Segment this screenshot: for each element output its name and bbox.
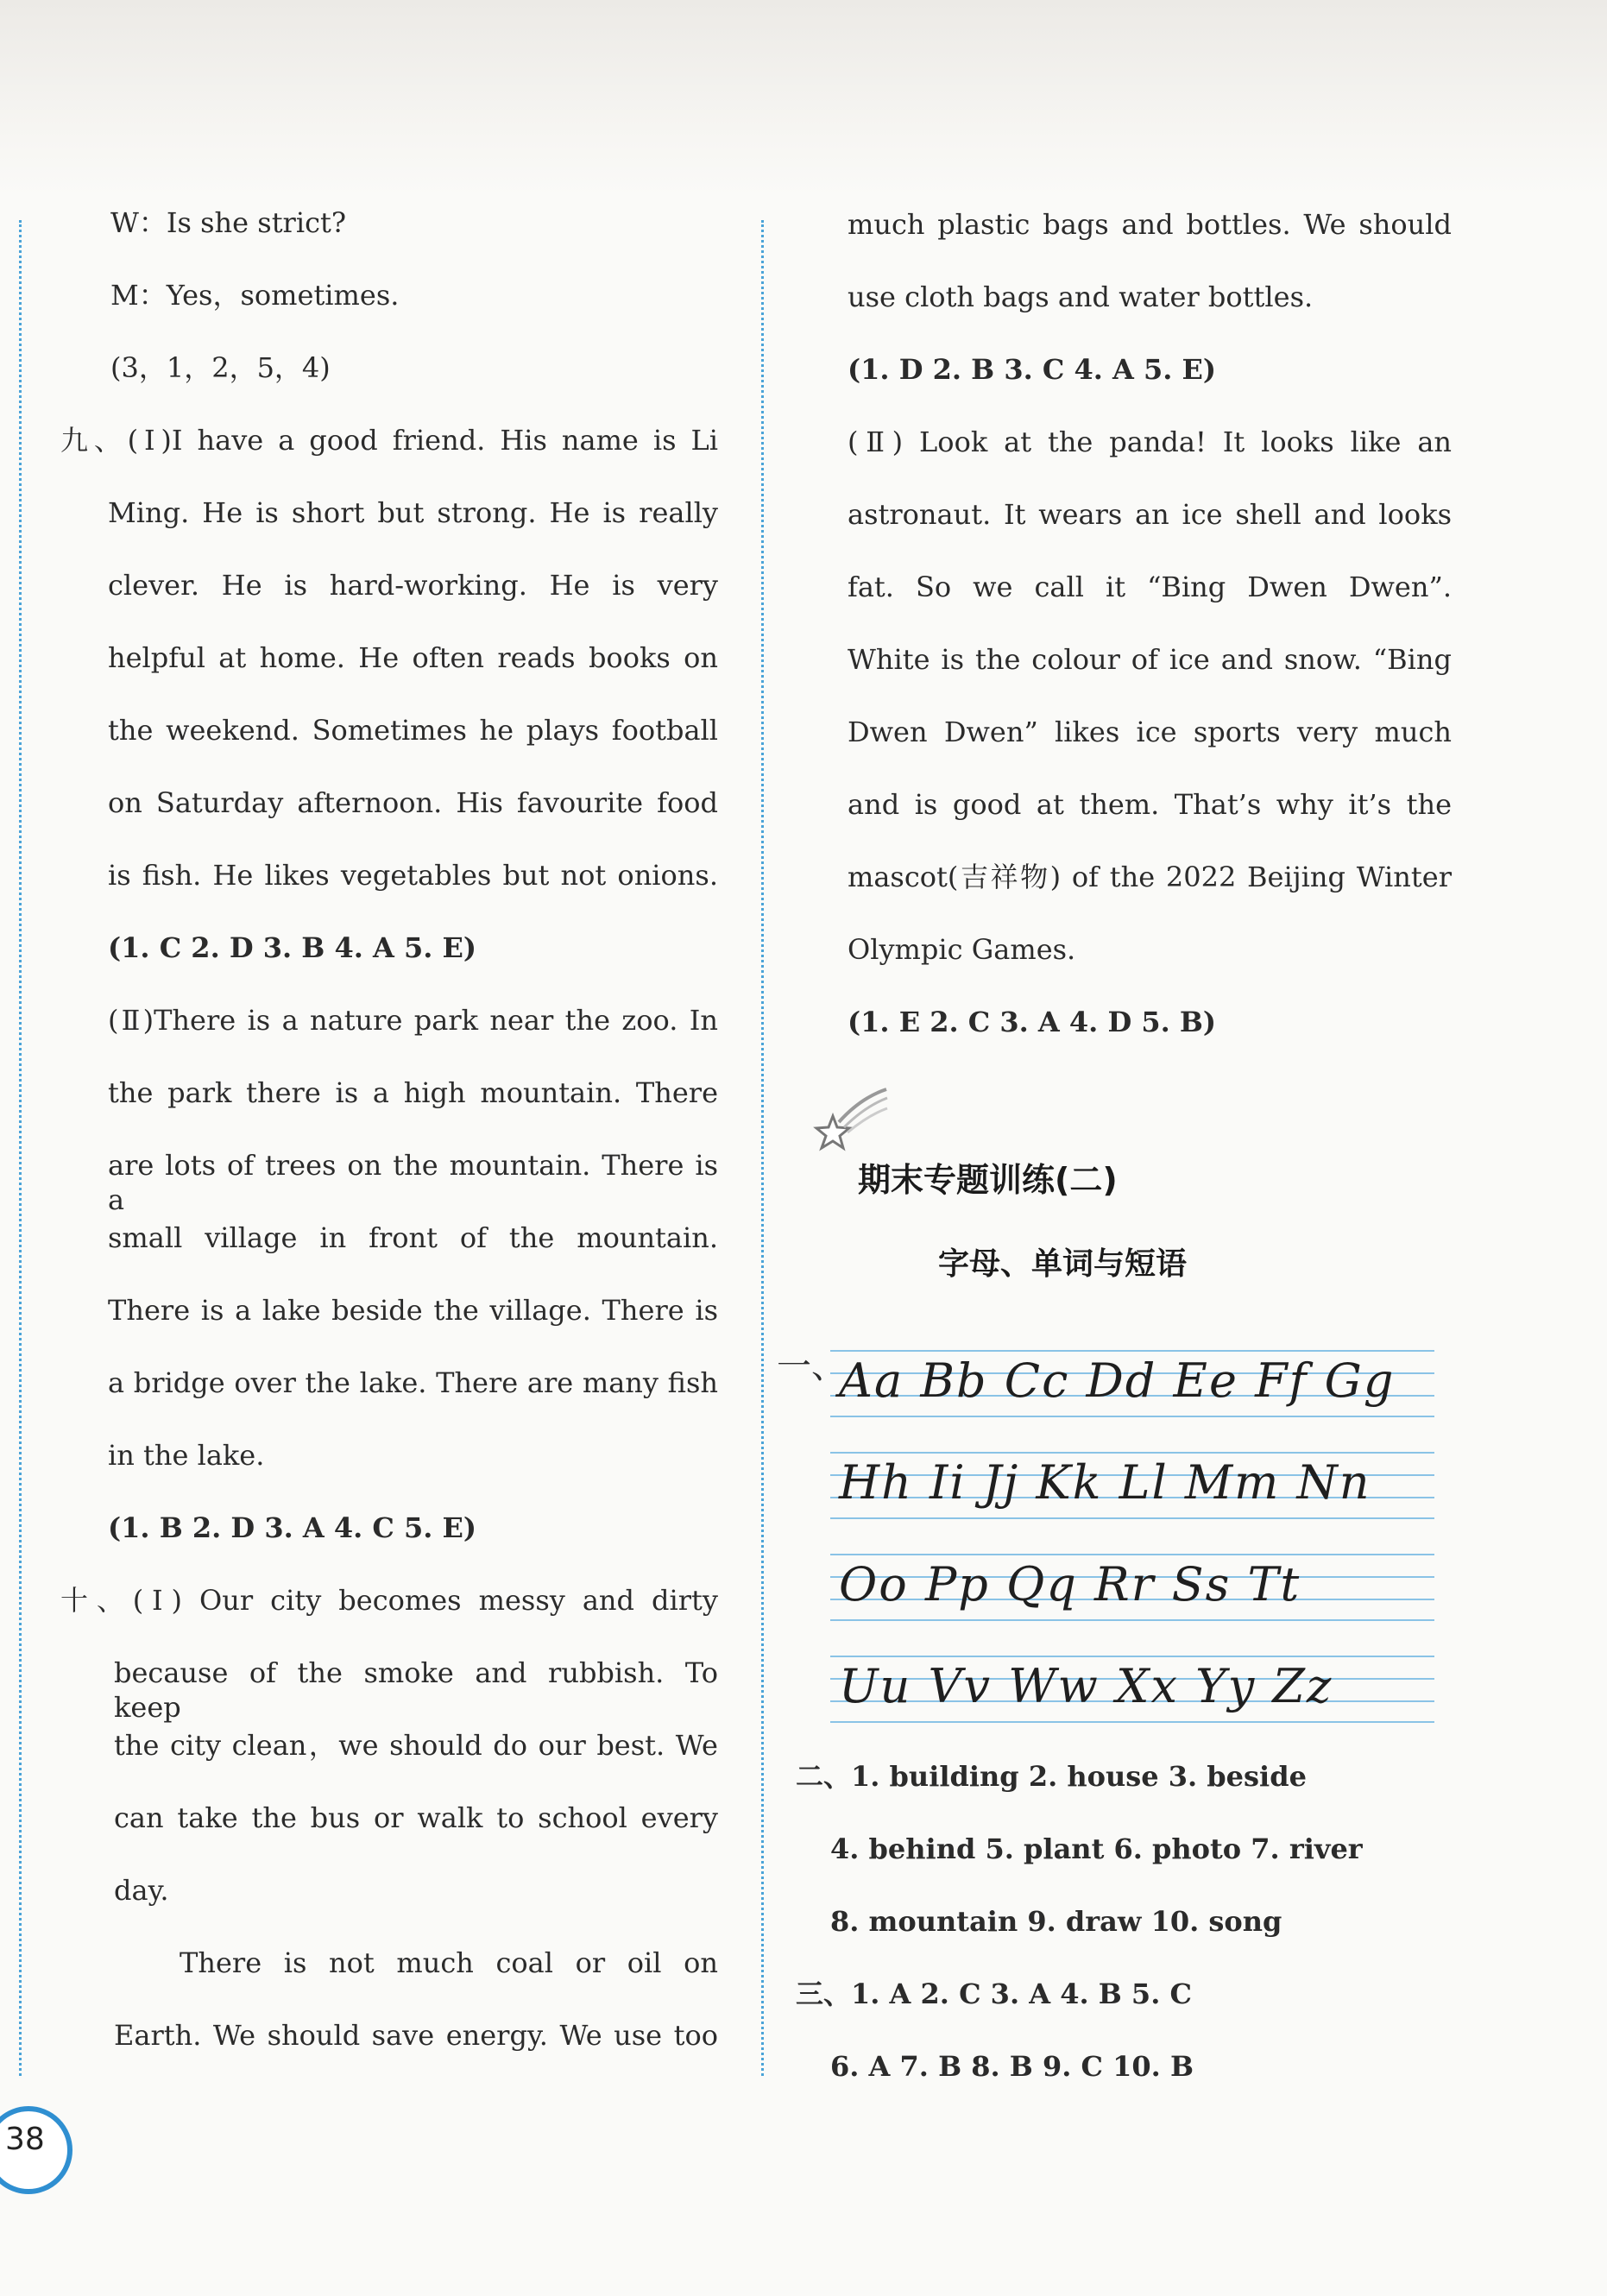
text-line: a bridge over the lake. There are many fish	[108, 1366, 718, 1399]
copybook-row	[830, 1345, 1434, 1414]
copybook-row	[830, 1549, 1434, 1618]
alphabet-row: Aa Bb Cc Dd Ee Ff Gg	[839, 1353, 1396, 1408]
alphabet-copybook	[830, 1345, 1452, 1759]
text-line: the city clean，we should do our best. We	[114, 1729, 718, 1762]
question-label: 一、	[777, 1347, 846, 1386]
text-line: 十、(Ⅰ) Our city becomes messy and dirty	[60, 1584, 718, 1617]
text-line: clever. He is hard-working. He is very	[108, 569, 718, 602]
answer-line: (1. B 2. D 3. A 4. C 5. E)	[108, 1511, 477, 1544]
answer-line: 8. mountain 9. draw 10. song	[830, 1905, 1282, 1938]
text-line: and is good at them. That’s why it’s the	[848, 788, 1452, 821]
copybook-row	[830, 1650, 1434, 1719]
text-line: the park there is a high mountain. There	[108, 1076, 718, 1109]
text-line: the weekend. Sometimes he plays football	[108, 714, 718, 747]
text-line: helpful at home. He often reads books on	[108, 641, 718, 674]
text-line: small village in front of the mountain.	[108, 1221, 718, 1254]
shooting-star-icon	[796, 1088, 891, 1157]
text-line: M：Yes，sometimes.	[110, 279, 400, 312]
text-line: W：Is she strict?	[110, 206, 347, 239]
alphabet-row: Hh Ii Jj Kk Ll Mm Nn	[839, 1455, 1371, 1510]
answer-line: (1. C 2. D 3. B 4. A 5. E)	[108, 931, 477, 964]
text-line: Dwen Dwen” likes ice sports very much	[848, 716, 1452, 748]
text-line: Olympic Games.	[848, 933, 1076, 966]
left-margin-rule	[19, 220, 22, 2076]
text-line: can take the bus or walk to school every	[114, 1801, 718, 1834]
text-line: much plastic bags and bottles. We should	[848, 208, 1452, 241]
text-line: Earth. We should save energy. We use too	[114, 2019, 718, 2052]
text-line: on Saturday afternoon. His favourite food	[108, 786, 718, 819]
text-line: (3，1，2，5，4)	[110, 351, 331, 384]
answer-line: 6. A 7. B 8. B 9. C 10. B	[830, 2050, 1194, 2083]
alphabet-row: Oo Pp Qq Rr Ss Tt	[839, 1557, 1301, 1612]
text-line: (Ⅱ)There is a nature park near the zoo. In	[108, 1004, 718, 1037]
copybook-row	[830, 1447, 1434, 1516]
text-line: There is a lake beside the village. There is	[108, 1294, 718, 1327]
text-line: fat. So we call it “Bing Dwen Dwen”.	[848, 571, 1452, 603]
text-line: are lots of trees on the mountain. There is a	[108, 1149, 718, 1216]
text-line: because of the smoke and rubbish. To keep	[114, 1656, 718, 1724]
column-divider	[761, 220, 764, 2076]
section-subtitle: 字母、单词与短语	[938, 1246, 1188, 1282]
text-line: astronaut. It wears an ice shell and looks	[848, 498, 1452, 531]
answer-line: 三、1. A 2. C 3. A 4. B 5. C	[796, 1977, 1192, 2010]
section-title: 期末专题训练(二)	[858, 1161, 1118, 1199]
text-line: There is not much coal or oil on	[180, 1946, 718, 1979]
page-top-shade	[0, 0, 1607, 199]
text-line: 九、(Ⅰ)I have a good friend. His name is Li	[60, 424, 718, 457]
text-line: mascot(吉祥物) of the 2022 Beijing Winter	[848, 861, 1452, 893]
text-line: White is the colour of ice and snow. “Bing	[848, 643, 1452, 676]
answer-line: 二、1. building 2. house 3. beside	[796, 1760, 1307, 1793]
answer-line: (1. D 2. B 3. C 4. A 5. E)	[848, 353, 1217, 386]
answer-line: 4. behind 5. plant 6. photo 7. river	[830, 1832, 1363, 1865]
text-line: day.	[114, 1874, 169, 1907]
alphabet-row: Uu Vv Ww Xx Yy Zz	[839, 1659, 1333, 1713]
text-line: in the lake.	[108, 1439, 265, 1472]
answer-line: (1. E 2. C 3. A 4. D 5. B)	[848, 1006, 1217, 1038]
text-line: is fish. He likes vegetables but not onions.	[108, 859, 718, 892]
page-number: 38	[5, 2122, 45, 2157]
text-line: (Ⅱ) Look at the panda! It looks like an	[848, 426, 1452, 458]
text-line: use cloth bags and water bottles.	[848, 281, 1314, 313]
text-line: Ming. He is short but strong. He is really	[108, 496, 718, 529]
